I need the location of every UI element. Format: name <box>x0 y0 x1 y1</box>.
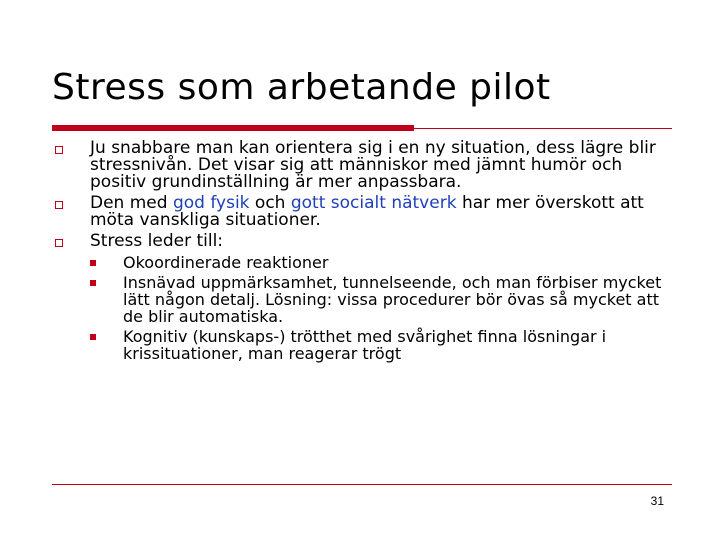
sub-bullet-item <box>90 274 672 325</box>
hollow-square-bullet-icon <box>55 146 63 154</box>
bullet-item-orientation <box>52 140 672 191</box>
slide-title: Stress som arbetande pilot <box>52 67 551 108</box>
bullet-item-fitness-network <box>52 195 672 229</box>
bullet-list <box>52 140 672 362</box>
bullet-text-segment: Den med <box>90 193 173 213</box>
bullet-text: Ju snabbare man kan orientera sig i en ny situation, dess lägre blir stressnivån. Det visar sig att människor med jämnt humör och positiv grundinställning är mer anpassbara. <box>90 138 656 192</box>
sub-bullet-text: Kognitiv (kunskaps-) trötthet med svårighet finna lösningar i krissituationer, man reagerar trögt <box>123 327 607 363</box>
bullet-text-segment: och <box>249 193 291 213</box>
highlighted-phrase-god-fysik: god fysik <box>172 193 250 213</box>
hollow-square-bullet-icon <box>55 201 63 209</box>
title-underline-thin <box>414 128 672 129</box>
sub-bullet-item <box>90 254 672 271</box>
bullet-item-stress-effects <box>52 233 672 362</box>
sub-bullet-text: Insnävad uppmärksamhet, tunnelseende, och man förbiser mycket lätt någon detalj. Lösning: vissa procedurer bör övas så mycket att de blir automatiska. <box>123 273 662 326</box>
sub-bullet-text: Okoordinerade reaktioner <box>123 253 329 272</box>
title-underline-thick <box>52 125 414 131</box>
filled-square-bullet-icon <box>90 334 96 340</box>
sub-bullet-list <box>90 254 672 362</box>
footer-divider <box>52 484 672 485</box>
filled-square-bullet-icon <box>90 260 96 266</box>
bullet-text-segment: har mer överskott att möta vanskliga situationer. <box>90 193 644 230</box>
hollow-square-bullet-icon <box>55 239 63 247</box>
sub-bullet-item <box>90 328 672 362</box>
filled-square-bullet-icon <box>90 280 96 286</box>
title-underline <box>52 125 672 133</box>
bullet-text: Stress leder till: <box>90 231 224 251</box>
highlighted-phrase-socialt-natverk: gott socialt nätverk <box>290 193 457 213</box>
page-number: 31 <box>650 494 664 508</box>
